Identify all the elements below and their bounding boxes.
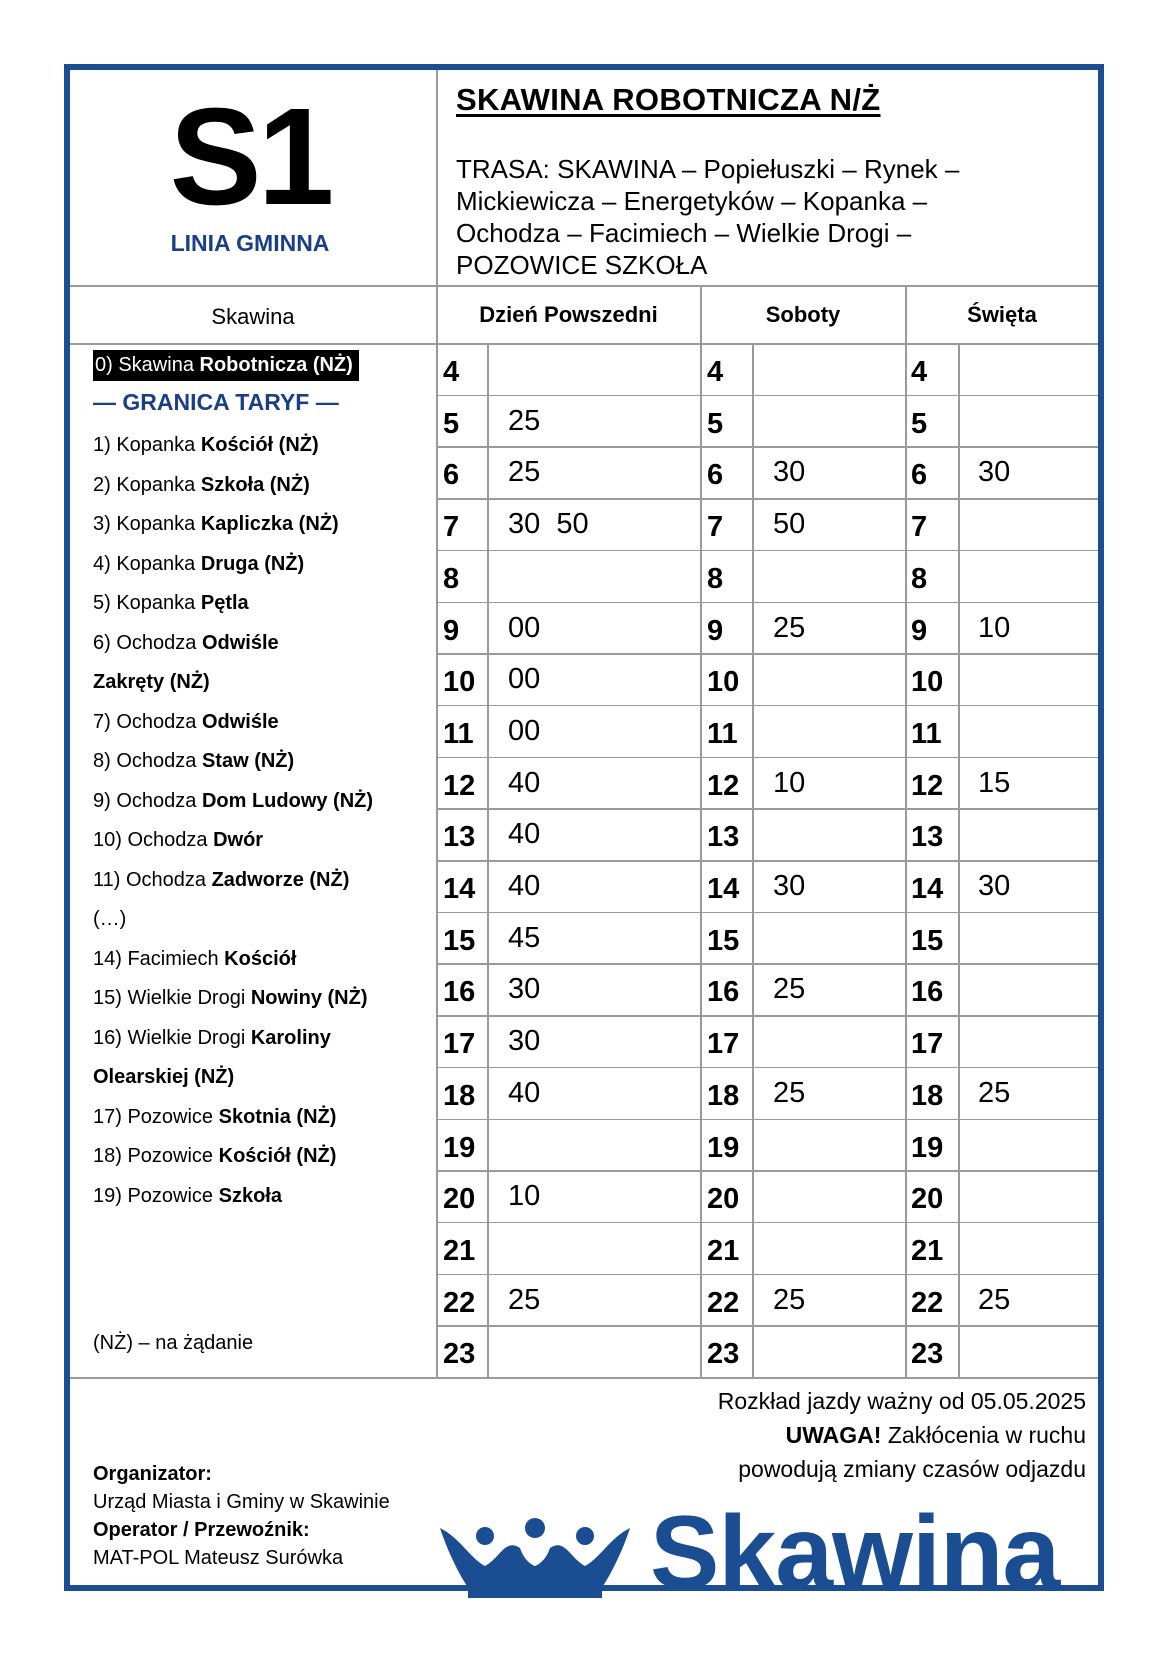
stops-column-header: Skawina <box>211 304 295 329</box>
stop-prefix: 1) Kopanka <box>93 434 201 456</box>
request-stop-legend: (NŻ) – na żądanie <box>93 1332 254 1354</box>
hour-cell: 17 <box>911 1028 944 1061</box>
hour-cell: 14 <box>911 873 944 905</box>
hour-cell: 9 <box>707 614 724 647</box>
stop-prefix: 9) Ochodza <box>93 789 202 812</box>
hour-cell: 23 <box>707 1338 740 1371</box>
row-divider <box>437 498 1098 500</box>
timetable-frame <box>64 64 1104 1591</box>
stop-prefix: 18) Pozowice <box>93 1145 219 1167</box>
minutes-cell: 25 <box>508 1283 541 1316</box>
hour-cell: 15 <box>911 924 944 957</box>
minutes-cell: 00 <box>508 714 541 747</box>
stop-name: Pętla <box>200 592 249 614</box>
hour-cell: 23 <box>443 1338 476 1371</box>
stop-item <box>93 948 296 971</box>
hour-cell: 19 <box>707 1131 740 1164</box>
stop-item <box>93 474 310 497</box>
stop-item <box>93 632 279 655</box>
minutes-cell: 40 <box>508 766 541 799</box>
line-type: LINIA GMINNA <box>170 230 330 256</box>
hour-cell: 12 <box>911 769 944 802</box>
divider <box>70 343 1098 345</box>
minutes-cell: 25 <box>773 1283 806 1316</box>
stop-item <box>93 1106 336 1129</box>
stop-item <box>93 908 126 931</box>
hour-cell: 7 <box>911 511 928 544</box>
hour-cell: 7 <box>707 511 724 544</box>
stop-item <box>93 513 339 536</box>
current-stop <box>93 350 359 381</box>
hour-cell: 6 <box>707 459 724 492</box>
minutes-cell: 40 <box>508 870 541 902</box>
warning <box>666 1418 1086 1452</box>
minutes-cell: 30 <box>508 1025 541 1058</box>
row-divider <box>437 705 1098 707</box>
hour-cell: 15 <box>443 924 476 957</box>
minutes-cell: 10 <box>773 766 806 799</box>
row-divider <box>437 1274 1098 1276</box>
hour-cell: 6 <box>911 459 928 492</box>
stop-name: Kościół (NŻ) <box>200 434 319 456</box>
minutes-cell: 45 <box>508 921 541 954</box>
hour-cell: 11 <box>443 717 474 750</box>
row-divider <box>437 1325 1098 1327</box>
row-divider <box>437 808 1098 810</box>
row-divider <box>437 860 1098 862</box>
stop-prefix: 4) Kopanka <box>93 552 201 575</box>
hour-cell: 17 <box>443 1028 476 1061</box>
organizer-label: Organizator: <box>93 1463 212 1485</box>
minutes-cell: 30 <box>508 973 541 1006</box>
stop-prefix: 6) Ochodza <box>93 631 202 654</box>
stop-item <box>93 1185 282 1208</box>
hour-cell: 10 <box>707 666 740 699</box>
hour-cell: 12 <box>443 769 476 802</box>
hour-cell: 21 <box>911 1234 944 1267</box>
divider <box>905 285 907 1378</box>
stop-prefix: 5) Kopanka <box>93 592 201 614</box>
hour-cell: 9 <box>911 614 928 647</box>
hour-cell: 15 <box>707 924 740 957</box>
minutes-cell: 25 <box>978 1076 1011 1109</box>
minutes-cell: 30 <box>773 870 806 902</box>
row-divider <box>437 653 1098 655</box>
stop-prefix: 11) Ochodza <box>93 868 212 891</box>
hour-cell: 16 <box>911 976 944 1009</box>
stop-item <box>93 790 373 813</box>
minutes-cell: 25 <box>978 1283 1011 1316</box>
stop-prefix: 10) Ochodza <box>93 829 214 851</box>
row-divider <box>437 1119 1098 1121</box>
stop-prefix: 17) Pozowice <box>93 1105 219 1128</box>
minutes-cell: 50 <box>773 508 806 541</box>
valid-from: Rozkład jazdy ważny od 05.05.2025 <box>717 1388 1086 1414</box>
row-divider <box>437 602 1098 604</box>
hour-cell: 18 <box>911 1079 944 1112</box>
crown-logo-icon <box>440 1518 630 1598</box>
stop-name: Szkoła <box>218 1184 282 1207</box>
minutes-cell: 30 50 <box>508 508 589 541</box>
hour-cell: 18 <box>707 1079 740 1112</box>
row-divider <box>437 550 1098 552</box>
stop-prefix: 16) Wielkie Drogi <box>93 1026 251 1049</box>
hour-cell: 5 <box>443 407 460 440</box>
hour-cell: 16 <box>443 976 476 1009</box>
warning-text: Zakłócenia w ruchu <box>881 1422 1086 1448</box>
hour-cell: 12 <box>707 769 740 802</box>
operator-label: Operator / Przewoźnik: <box>93 1519 310 1541</box>
hour-cell: 13 <box>707 821 740 854</box>
row-divider <box>437 446 1098 448</box>
divider <box>700 285 702 1378</box>
stop-item <box>93 1145 336 1168</box>
stop-item <box>93 592 249 615</box>
minutes-cell: 25 <box>508 456 541 489</box>
stop-item <box>93 829 263 852</box>
minutes-cell: 25 <box>773 611 806 644</box>
minutes-cell: 25 <box>773 1076 806 1109</box>
stop-item <box>93 750 294 773</box>
stop-item <box>93 1027 331 1050</box>
row-divider <box>437 395 1098 397</box>
minutes-cell: 30 <box>773 456 806 489</box>
hour-cell: 4 <box>443 356 460 388</box>
row-divider <box>437 1015 1098 1017</box>
minutes-cell: 40 <box>508 1076 541 1109</box>
hour-cell: 10 <box>911 666 944 699</box>
stop-item <box>93 987 367 1010</box>
hour-cell: 4 <box>911 356 928 388</box>
hour-cell: 22 <box>443 1286 476 1319</box>
stop-name: Skotnia (NŻ) <box>218 1105 337 1128</box>
hour-cell: 14 <box>443 873 476 905</box>
row-divider <box>437 1067 1098 1069</box>
minutes-cell: 30 <box>978 870 1011 902</box>
hour-cell: 10 <box>443 666 476 699</box>
divider <box>436 70 438 1378</box>
hour-cell: 8 <box>911 562 928 595</box>
minutes-cell: 25 <box>508 404 541 437</box>
stop-name: Nowiny (NŻ) <box>250 987 368 1009</box>
stop-name: Zakręty (NŻ) <box>93 671 210 693</box>
stop-prefix: 14) Facimiech <box>93 947 225 970</box>
minutes-cell: 00 <box>508 663 541 696</box>
stop-title: SKAWINA ROBOTNICZA N/Ż <box>456 82 881 117</box>
stop-item <box>93 711 279 734</box>
stop-prefix: 7) Ochodza <box>93 710 202 733</box>
line-number: S1 <box>169 80 331 234</box>
stop-prefix: 8) Ochodza <box>93 750 202 772</box>
hour-cell: 13 <box>443 821 476 854</box>
stop-item <box>93 1066 234 1089</box>
stop-name: Druga (NŻ) <box>200 552 305 575</box>
stop-item <box>93 434 319 457</box>
hour-cell: 6 <box>443 459 460 492</box>
stop-name: Olearskiej (NŻ) <box>93 1066 235 1088</box>
minutes-cell: 10 <box>508 1180 541 1213</box>
hour-cell: 11 <box>707 717 738 750</box>
holiday-column-header: Święta <box>967 302 1037 327</box>
warning-line-2: powodują zmiany czasów odjazdu <box>738 1456 1086 1482</box>
hour-cell: 14 <box>707 873 740 905</box>
minutes-cell: 40 <box>508 818 541 851</box>
hour-cell: 16 <box>707 976 740 1009</box>
row-divider <box>437 912 1098 914</box>
stop-prefix: 2) Kopanka <box>93 473 201 496</box>
hour-cell: 8 <box>707 562 724 595</box>
row-divider <box>437 963 1098 965</box>
hour-cell: 23 <box>911 1338 944 1371</box>
minutes-cell: 00 <box>508 611 541 644</box>
weekday-column-header: Dzień Powszedni <box>479 302 658 327</box>
saturday-column-header: Soboty <box>765 302 841 327</box>
hour-cell: 18 <box>443 1079 476 1112</box>
stop-name: Kościół <box>224 947 297 970</box>
stop-name: Staw (NŻ) <box>201 750 295 772</box>
route-description: TRASA: SKAWINA – Popiełuszki – Rynek – Mickiewicza – Energetyków – Kopanka – Ochodza – Facimiech – Wielkie Drogi – POZOWICE SZKOŁA <box>456 154 960 280</box>
validity-notice <box>666 1384 1086 1486</box>
minutes-cell: 15 <box>978 766 1011 799</box>
hour-cell: 11 <box>911 717 942 750</box>
operator-name: MAT-POL Mateusz Surówka <box>93 1547 344 1569</box>
stop-prefix: 0) Skawina <box>95 354 200 376</box>
hour-cell: 20 <box>707 1183 740 1216</box>
tariff-border: — GRANICA TARYF — <box>93 389 339 415</box>
hour-cell: 8 <box>443 562 460 595</box>
minutes-cell: 10 <box>978 611 1011 644</box>
minutes-cell: 25 <box>773 973 806 1006</box>
hour-cell: 13 <box>911 821 944 854</box>
stop-name: Kościół (NŻ) <box>218 1145 337 1167</box>
hour-cell: 17 <box>707 1028 740 1061</box>
hour-cell: 19 <box>911 1131 944 1164</box>
organizer-info <box>93 1460 390 1572</box>
hour-cell: 5 <box>911 407 928 440</box>
row-divider <box>437 1222 1098 1224</box>
hour-cell: 7 <box>443 511 460 544</box>
warning-label: UWAGA! <box>785 1422 882 1448</box>
stop-name: Dom Ludowy (NŻ) <box>201 789 374 812</box>
stop-prefix: 15) Wielkie Drogi <box>93 987 251 1009</box>
stop-item <box>93 869 349 892</box>
stop-name: Odwiśle <box>201 631 279 654</box>
hour-cell: 22 <box>707 1286 740 1319</box>
hour-cell: 21 <box>707 1234 740 1267</box>
divider <box>70 1377 1098 1379</box>
stop-item <box>93 671 210 694</box>
hour-cell: 20 <box>911 1183 944 1216</box>
hour-cell: 20 <box>443 1183 476 1216</box>
stop-name: Robotnicza (NŻ) <box>199 354 353 376</box>
stop-prefix: 3) Kopanka <box>93 513 201 535</box>
skawina-logo-text: Skawina <box>650 1495 1060 1611</box>
hour-cell: 4 <box>707 356 724 388</box>
hour-cell: 22 <box>911 1286 944 1319</box>
hour-cell: 21 <box>443 1234 476 1267</box>
minutes-cell: 30 <box>978 456 1011 489</box>
stop-name: Szkoła (NŻ) <box>200 473 310 496</box>
hour-cell: 5 <box>707 407 724 440</box>
divider <box>70 285 1098 287</box>
stop-name: Kapliczka (NŻ) <box>200 513 339 535</box>
stop-name: Odwiśle <box>201 710 279 733</box>
hour-cell: 19 <box>443 1131 476 1164</box>
hour-cell: 9 <box>443 614 460 647</box>
stop-name: Dwór <box>213 829 264 851</box>
stop-prefix: 19) Pozowice <box>93 1184 219 1207</box>
stop-item <box>93 553 304 576</box>
organizer-name: Urząd Miasta i Gminy w Skawinie <box>93 1491 390 1513</box>
stop-prefix: (…) <box>93 908 127 930</box>
row-divider <box>437 757 1098 759</box>
stop-name: Karoliny <box>250 1026 331 1049</box>
row-divider <box>437 1170 1098 1172</box>
stop-name: Zadworze (NŻ) <box>211 868 350 891</box>
